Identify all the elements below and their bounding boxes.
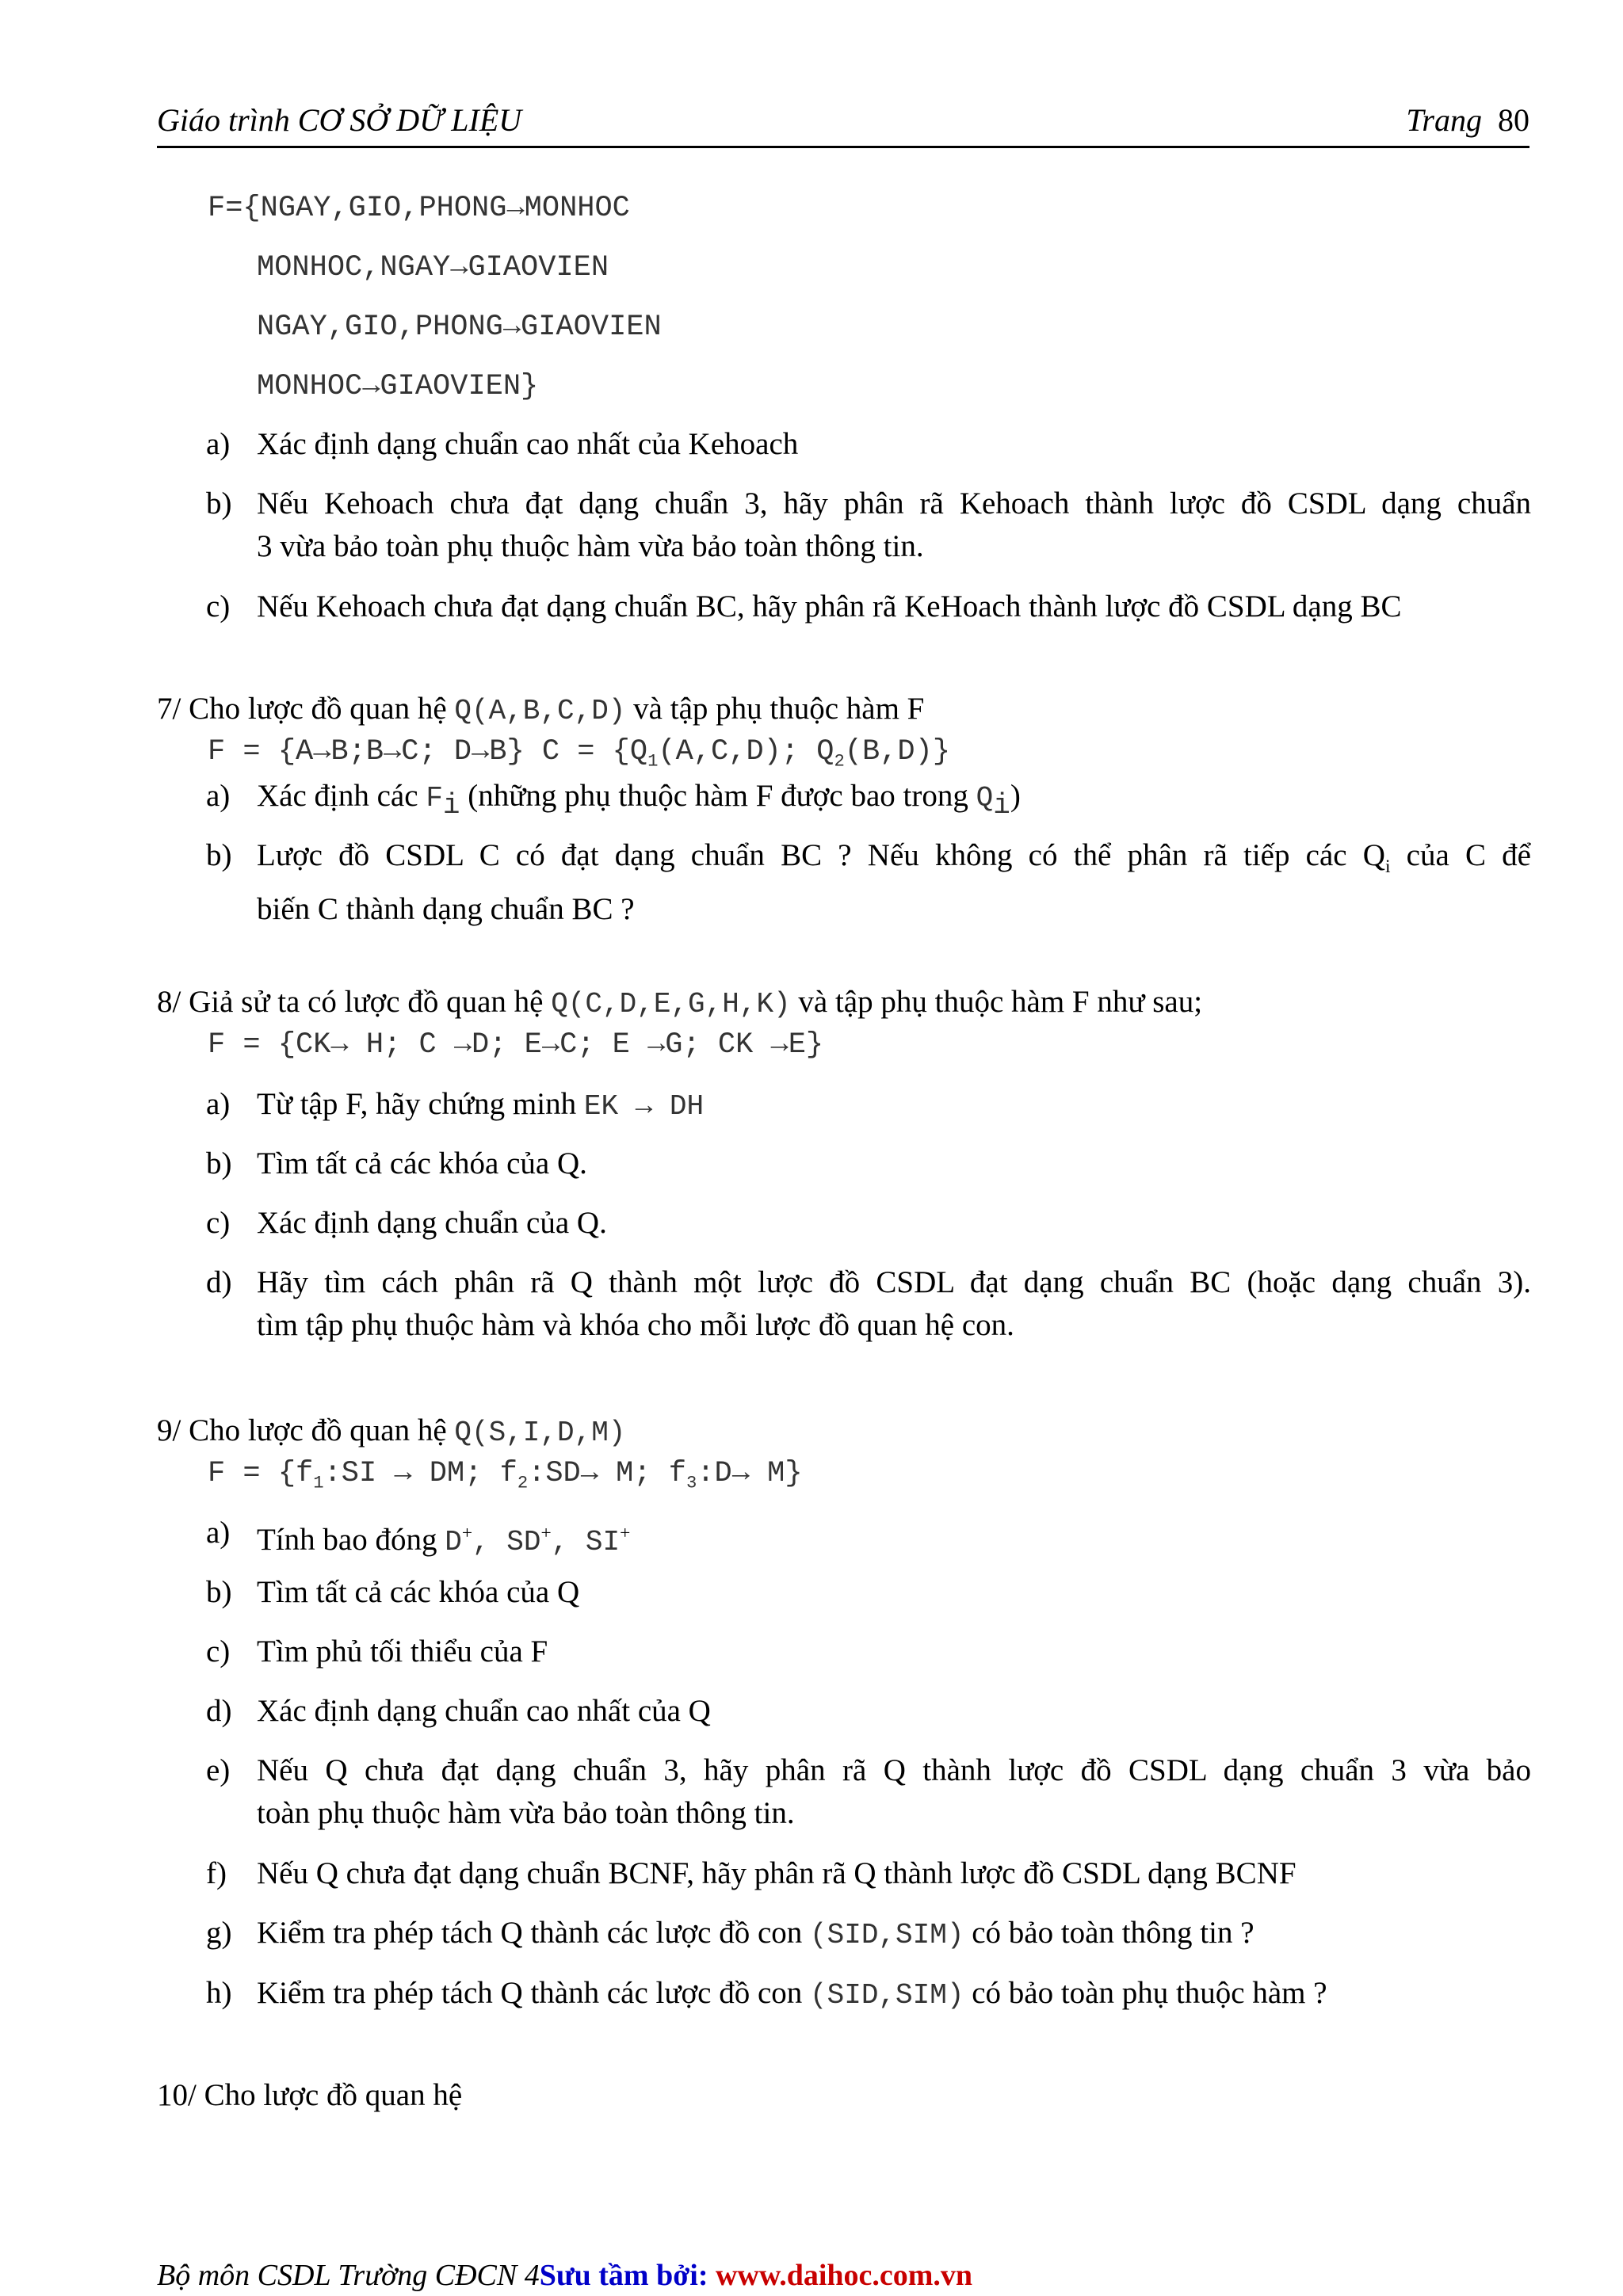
q7-fd-set: F = {A→B;B→C; D→B} $C = \{Q_1(A,C,D)$; $Q_2(B,D)$} (208, 735, 951, 772)
footer-source-label: Sưu tầm bởi: (539, 2259, 716, 2292)
page-number: 80 (1498, 102, 1529, 138)
item-marker: b) (206, 838, 232, 872)
item-marker: b) (206, 1146, 232, 1180)
q9-item-a: a) Tính bao đóng D+, SD+, SI+ (257, 1512, 1531, 1564)
item-marker: d) (206, 1694, 232, 1728)
fd-line-2: MONHOC,NGAY→GIAOVIEN (257, 251, 609, 284)
item-text: Nếu Kehoach chưa đạt dạng chuẩn BC, hãy phân rã KeHoach thành lược đồ CSDL dạng BC (257, 589, 1402, 624)
header-page-info (1406, 101, 1529, 139)
item-text: Xác định dạng chuẩn cao nhất của Kehoach (257, 427, 799, 461)
q6-item-c (206, 585, 1531, 628)
item-text-line-1: Nếu Q chưa đạt dạng chuẩn 3, hãy phân rã Q thành lược đồ CSDL dạng chuẩn 3 vừa bảo (257, 1753, 1531, 1787)
item-marker: a) (206, 1087, 231, 1121)
q9-item-e (206, 1749, 1531, 1835)
page-header (157, 101, 1529, 148)
item-marker: g) (206, 1916, 232, 1950)
footer-website-link[interactable]: www.daihoc.com.vn (715, 2259, 973, 2292)
item-text-line-2: 3 vừa bảo toàn phụ thuộc hàm vừa bảo toàn thông tin. (257, 529, 924, 563)
item-text-line-2: tìm tập phụ thuộc hàm và khóa cho mỗi lược đồ quan hệ con. (257, 1308, 1014, 1342)
q8-item-a: a) Từ tập F, hãy chứng minh EK → DH (257, 1083, 1531, 1128)
q9-relation: Q(S,I,D,M) (454, 1417, 626, 1449)
item-text-line-1: Nếu Kehoach chưa đạt dạng chuẩn 3, hãy phân rã Kehoach thành lược đồ CSDL dạng chuẩn (257, 486, 1531, 521)
q10-title: 10/ Cho lược đồ quan hệ (157, 2078, 463, 2112)
item-marker: c) (206, 1634, 231, 1669)
item-marker: c) (206, 1206, 231, 1240)
item-marker: h) (206, 1976, 232, 2010)
q7-title: 7/ Cho lược đồ quan hệ Q(A,B,C,D) và tập phụ thuộc hàm F (157, 692, 925, 727)
q9-item-b: b) Tìm tất cả các khóa của Q (257, 1571, 1531, 1614)
q8-relation: Q(C,D,E,G,H,K) (551, 988, 791, 1020)
item-text-line-2: toàn phụ thuộc hàm vừa bảo toàn thông tin. (257, 1796, 795, 1830)
fd-line-1: F={NGAY,GIO,PHONG→MONHOC (208, 192, 630, 225)
q9-item-c: c) Tìm phủ tối thiểu của F (257, 1630, 1531, 1673)
q8-item-d (206, 1261, 1531, 1347)
q9-item-d: d) Xác định dạng chuẩn cao nhất của Q (257, 1690, 1531, 1733)
q9-item-h: h) Kiểm tra phép tách Q thành các lược đồ con (SID,SIM) có bảo toàn phụ thuộc hàm ? (257, 1972, 1531, 2017)
item-marker: a) (206, 1516, 231, 1550)
q7-relation: Q(A,B,C,D) (454, 695, 626, 727)
footer-department: Bộ môn CSDL Trường CĐCN 4 (157, 2259, 540, 2292)
fd-line-3: NGAY,GIO,PHONG→GIAOVIEN (257, 311, 662, 344)
q9-item-g: g) Kiểm tra phép tách Q thành các lược đồ con (SID,SIM) có bảo toàn thông tin ? (257, 1912, 1531, 1957)
q6-item-a (206, 423, 1531, 466)
q8-fd-set: F = {CK→ H; C →D; E→C; E →G; CK →E} (208, 1028, 824, 1062)
item-text-line-1: Hãy tìm cách phân rã Q thành một lược đồ CSDL đạt dạng chuẩn BC (hoặc dạng chuẩn 3). (257, 1265, 1531, 1299)
item-marker: a) (206, 427, 231, 461)
item-marker: b) (206, 1575, 232, 1609)
item-marker: a) (206, 779, 231, 813)
item-text-line-1: Lược đồ CSDL C có đạt dạng chuẩn BC ? Nếu không có thể phân rã tiếp các $Q_i$ của C để (257, 838, 1531, 877)
item-marker: d) (206, 1265, 232, 1299)
fd-line-4: MONHOC→GIAOVIEN} (257, 370, 539, 403)
q7-item-b (206, 834, 1531, 931)
q9-item-f: f) Nếu Q chưa đạt dạng chuẩn BCNF, hãy phân rã Q thành lược đồ CSDL dạng BCNF (257, 1852, 1531, 1895)
q9-fd-set: $F = \{f_1:SI$ → DM; $f_2:SD\to M$; $f_3:D\to M$} (208, 1457, 803, 1493)
q9-title: 9/ Cho lược đồ quan hệ Q(S,I,D,M) (157, 1413, 626, 1449)
page-label: Trang (1406, 102, 1482, 138)
q6-item-b (206, 482, 1531, 568)
q8-item-b: b) Tìm tất cả các khóa của Q. (257, 1142, 1531, 1185)
q7-item-a: a) Xác định các $F_i$ (những phụ thuộc hàm F được bao trong $Q_i$) (257, 775, 1531, 827)
item-marker: c) (206, 589, 231, 624)
item-marker: e) (206, 1753, 231, 1787)
item-text-line-2: biến C thành dạng chuẩn BC ? (257, 891, 635, 926)
header-title: Giáo trình CƠ SỞ DỮ LIỆU (157, 102, 522, 138)
item-marker: b) (206, 486, 232, 521)
q8-title: 8/ Giả sử ta có lược đồ quan hệ Q(C,D,E,G,H,K) và tập phụ thuộc hàm F như sau; (157, 985, 1203, 1020)
q8-item-c: c) Xác định dạng chuẩn của Q. (257, 1202, 1531, 1245)
item-marker: f) (206, 1856, 227, 1890)
page-footer (157, 2258, 972, 2293)
